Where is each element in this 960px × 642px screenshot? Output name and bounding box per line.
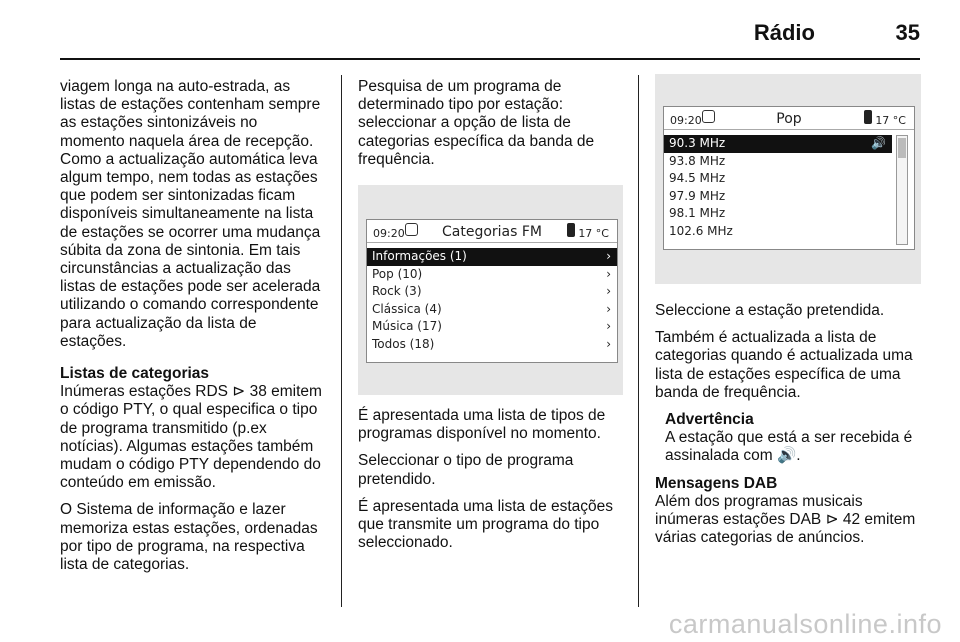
body-paragraph: Seleccionar o tipo de programa pretendido.	[358, 452, 574, 488]
station-item[interactable]	[664, 153, 914, 171]
category-label: Todos (18)	[372, 336, 435, 351]
category-label: Clássica (4)	[372, 301, 442, 316]
figure-pop-stations	[655, 74, 921, 284]
body-paragraph: É apresentada uma lista de tipos de programas disponível no momento.	[358, 407, 606, 443]
category-item[interactable]	[367, 301, 617, 319]
column-divider	[638, 75, 639, 607]
temperature: 17 °C	[578, 227, 609, 241]
watermark: carmanualsonline.info	[668, 609, 942, 639]
scrollbar-thumb[interactable]	[898, 138, 906, 158]
note-heading: Advertência	[665, 411, 754, 429]
body-paragraph: O Sistema de informação e lazer memoriza estas estações, ordenadas por tipo de programa, na respectiva lista de categorias.	[60, 501, 318, 574]
station-label: 93.8 MHz	[669, 153, 726, 168]
status-bar	[367, 220, 617, 243]
category-item[interactable]	[367, 336, 617, 354]
note-text: A estação que está a ser recebida é assinalada com 🔊.	[665, 429, 913, 465]
header-divider	[60, 58, 920, 60]
category-item[interactable]	[367, 283, 617, 301]
category-label: Pop (10)	[372, 266, 423, 281]
category-item[interactable]	[367, 266, 617, 284]
display-title: Pop	[776, 111, 802, 127]
chevron-right-icon: ›	[606, 266, 611, 281]
radio-display	[663, 106, 915, 250]
station-item[interactable]	[664, 170, 914, 188]
body-paragraph: viagem longa na auto-estrada, as listas de estações contenham sempre as estações sintonizáveis no momento naquela área de recepção. Como a actualização automática leva algum tempo, nem todas as estações que podem ser sintonizadas ficam disponíveis simultaneamente na lista de estações se ocorrer uma mudança súbita da zona de sintonia. Em tais circunstâncias a actualização das listas de estações pode ser acelerada utilizando o comando correspondente para actualização da lista de estações.	[60, 78, 321, 350]
chevron-right-icon: ›	[606, 301, 611, 316]
category-label: Música (17)	[372, 319, 442, 334]
status-bar	[664, 107, 914, 130]
body-paragraph: Seleccione a estação pretendida.	[655, 302, 885, 319]
station-label: 97.9 MHz	[669, 188, 726, 203]
chevron-right-icon: ›	[606, 284, 611, 299]
station-label: 102.6 MHz	[669, 223, 733, 238]
page-header-title: Rádio	[753, 20, 815, 45]
column-1	[60, 78, 324, 583]
body-paragraph: Pesquisa de um programa de determinado tipo por estação: seleccionar a opção de lista de categorias específica da banda de frequência.	[358, 78, 595, 168]
station-item[interactable]	[664, 188, 914, 206]
thermometer-icon	[864, 110, 872, 124]
chevron-right-icon: ›	[606, 336, 611, 351]
body-paragraph: Inúmeras estações RDS ⊳ 38 emitem o código PTY, o qual especifica o tipo de programa transmitido (p.ex notícias). Algumas estações também mudam o código PTY dependendo do conteúdo em emissão.	[60, 383, 322, 492]
radio-display	[366, 219, 618, 363]
scrollbar[interactable]	[896, 135, 908, 245]
category-item[interactable]	[367, 248, 617, 266]
note-box	[655, 411, 921, 466]
chevron-right-icon: ›	[606, 319, 611, 334]
station-item[interactable]	[664, 205, 914, 223]
category-item[interactable]	[367, 318, 617, 336]
section-heading-categories: Listas de categorias	[60, 365, 210, 383]
category-label: Rock (3)	[372, 284, 422, 299]
page-number: 35	[895, 20, 920, 45]
thermometer-icon	[567, 223, 575, 237]
temperature: 17 °C	[875, 114, 906, 127]
station-label: 90.3 MHz	[669, 136, 726, 150]
body-paragraph: Também é actualizada a lista de categorias quando é actualizada uma lista de estações específica de uma banda de frequência.	[655, 329, 913, 401]
column-2	[358, 78, 623, 561]
station-item[interactable]	[664, 135, 892, 153]
figure-fm-categories	[358, 185, 623, 395]
column-3	[655, 78, 921, 556]
section-heading-dab: Mensagens DAB	[655, 474, 778, 492]
clock-time: 09:20	[373, 227, 405, 241]
speaker-icon: 🔊	[871, 136, 886, 150]
chevron-right-icon: ›	[606, 249, 611, 264]
station-label: 98.1 MHz	[669, 206, 726, 220]
clock-time: 09:20	[670, 114, 702, 127]
column-divider	[341, 75, 342, 607]
body-paragraph: É apresentada uma lista de estações que transmite um programa do tipo seleccionado.	[358, 497, 614, 552]
station-label: 94.5 MHz	[669, 171, 726, 185]
station-item[interactable]	[664, 223, 914, 241]
body-paragraph: Além dos programas musicais inúmeras estações DAB ⊳ 42 emitem várias categorias de anúncios.	[655, 492, 916, 547]
display-title: Categorias FM	[441, 224, 542, 241]
category-label: Informações (1)	[372, 249, 467, 264]
